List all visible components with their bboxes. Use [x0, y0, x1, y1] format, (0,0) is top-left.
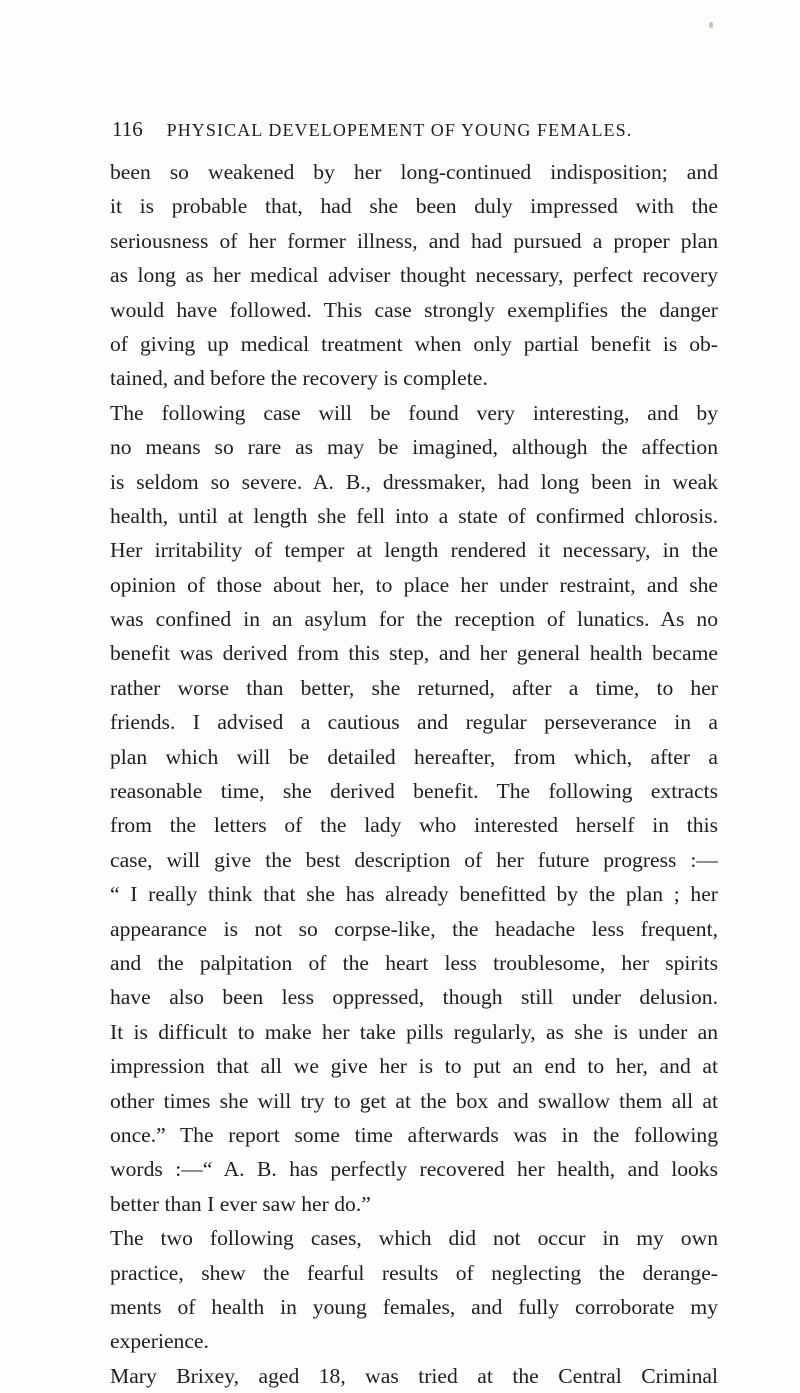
text-line: as long as her medical adviser thought necessary, perfect recovery: [110, 263, 718, 288]
text-line: been so weakened by her long-continued indisposition; and: [110, 160, 718, 184]
text-line: was confined in an asylum for the reception of lunatics. As no: [110, 607, 718, 632]
text-line: case, will give the best description of her future progress :—: [110, 847, 718, 872]
text-line: of giving up medical treatment when only partial benefit is ob-: [110, 331, 718, 356]
text-line: better than I ever saw her do.”: [110, 1191, 371, 1216]
text-line: “ I really think that she has already benefitted by the plan ; her: [110, 882, 718, 907]
running-title: PHYSICAL DEVELOPEMENT OF YOUNG FEMALES.: [166, 120, 633, 140]
running-header: [112, 114, 752, 144]
text-line: words :—“ A. B. has perfectly recovered her health, and looks: [110, 1157, 718, 1182]
text-line: and the palpitation of the heart less troublesome, her spirits: [110, 950, 718, 975]
text-line: is seldom so severe. A. B., dressmaker, had long been in weak: [110, 469, 718, 494]
text-line: Mary Brixey, aged 18, was tried at the Central Criminal: [110, 1363, 718, 1388]
text-line: rather worse than better, she returned, after a time, to her: [110, 675, 718, 700]
text-line: reasonable time, she derived benefit. The following extracts: [110, 779, 718, 804]
text-line: experience.: [110, 1329, 209, 1354]
text-line: The two following cases, which did not occur in my own: [110, 1226, 718, 1251]
text-line: would have followed. This case strongly exemplifies the danger: [110, 297, 718, 322]
text-line: plan which will be detailed hereafter, from which, after a: [110, 744, 718, 769]
text-line: impression that all we give her is to put an end to her, and at: [110, 1054, 718, 1079]
text-line: no means so rare as may be imagined, although the affection: [110, 435, 718, 460]
text-line: tained, and before the recovery is complete.: [110, 366, 488, 391]
text-line: The following case will be found very interesting, and by: [110, 400, 718, 425]
text-line: seriousness of her former illness, and had pursued a proper plan: [110, 228, 718, 253]
text-line: appearance is not so corpse-like, the headache less frequent,: [110, 916, 718, 941]
text-line: It is difficult to make her take pills regularly, as she is under an: [110, 1019, 718, 1044]
text-line: ments of health in young females, and fully corroborate my: [110, 1294, 718, 1319]
paper-speck: [709, 22, 713, 28]
text-line: other times she will try to get at the box and swallow them all at: [110, 1088, 718, 1113]
text-line: once.” The report some time afterwards was in the following: [110, 1122, 718, 1147]
text-line: benefit was derived from this step, and her general health became: [110, 641, 718, 666]
text-line: Her irritability of temper at length rendered it necessary, in the: [110, 538, 718, 563]
text-line: it is probable that, had she been duly impressed with the: [110, 194, 718, 219]
text-line: opinion of those about her, to place her under restraint, and she: [110, 572, 718, 597]
page-number: 116: [112, 117, 143, 141]
text-line: have also been less oppressed, though still under delusion.: [110, 985, 718, 1010]
text-line: health, until at length she fell into a state of confirmed chlorosis.: [110, 503, 718, 528]
body-text: [110, 155, 718, 1393]
text-line: practice, shew the fearful results of neglecting the derange-: [110, 1260, 718, 1285]
text-line: from the letters of the lady who interested herself in this: [110, 813, 718, 838]
text-line: friends. I advised a cautious and regular perseverance in a: [110, 710, 718, 735]
